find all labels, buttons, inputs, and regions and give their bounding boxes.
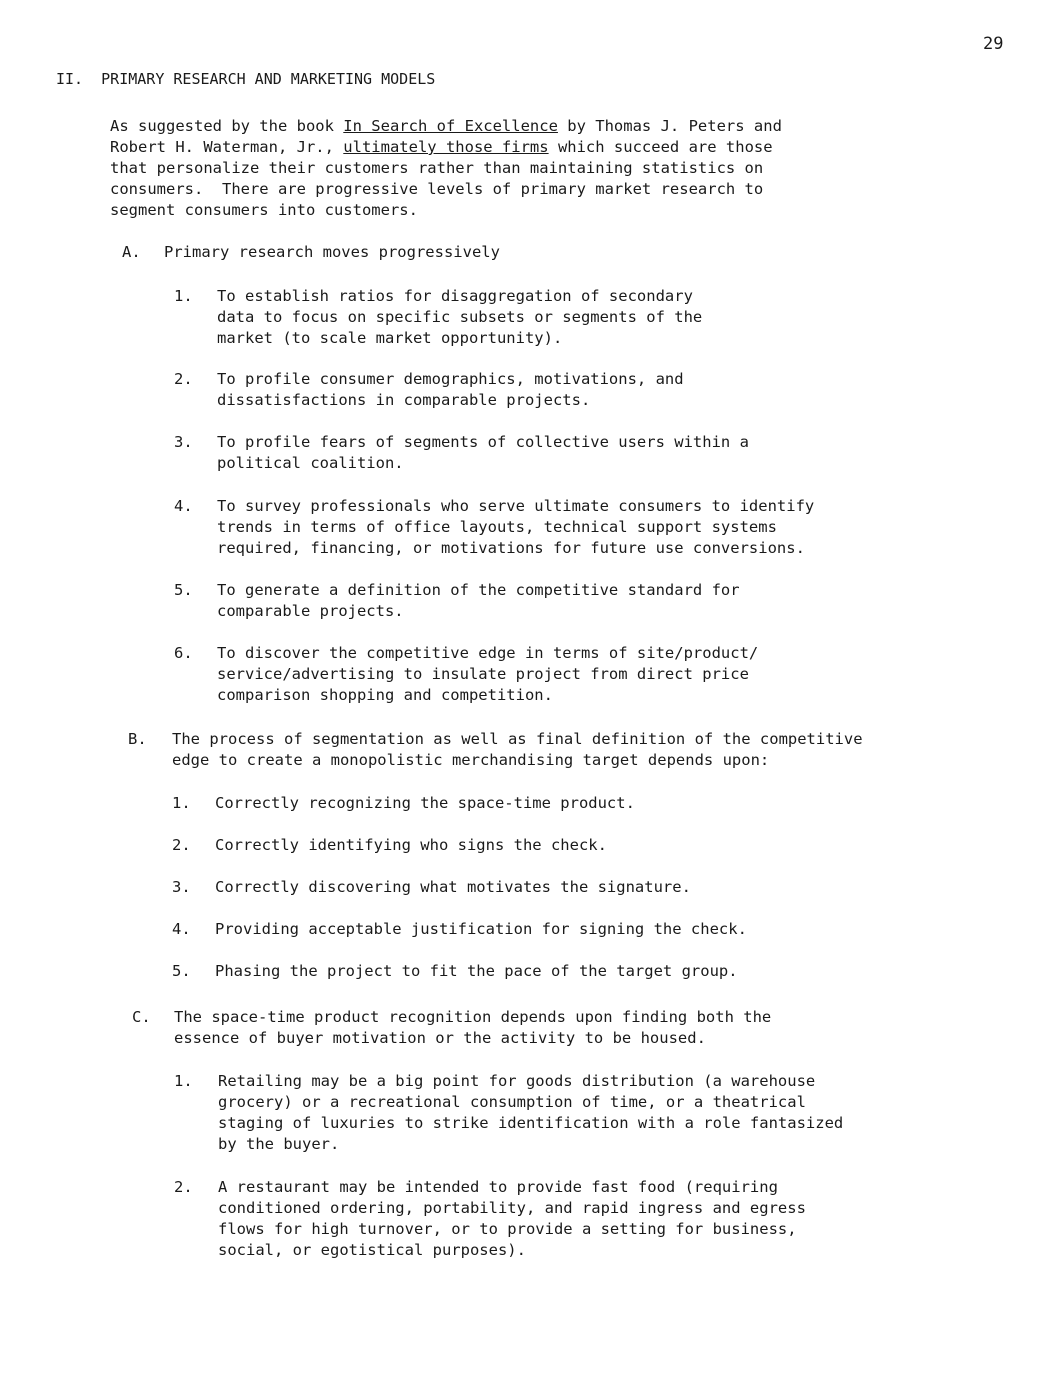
- page-number: 29: [983, 34, 1004, 54]
- section-number: II.: [56, 70, 84, 88]
- list-item-line: service/advertising to insulate project from direct price: [217, 665, 749, 683]
- list-item-line: To discover the competitive edge in terms of site/product/: [217, 644, 759, 662]
- list-item-label: 3.: [172, 878, 191, 896]
- intro-text: Robert H. Waterman, Jr.,: [110, 138, 344, 156]
- list-item-line: To survey professionals who serve ultimate consumers to identify: [217, 497, 815, 515]
- section-c-label: C.: [132, 1008, 151, 1026]
- intro-text: which succeed are those: [548, 138, 773, 156]
- list-item-label: 4.: [174, 497, 193, 515]
- intro-text: that personalize their customers rather than maintaining statistics on: [110, 159, 764, 177]
- list-item-line: political coalition.: [217, 454, 404, 472]
- list-item-label: 3.: [174, 433, 193, 451]
- section-b-line: The process of segmentation as well as final definition of the competitive: [172, 730, 863, 748]
- section-a-label: A.: [122, 243, 141, 261]
- list-item-line: comparable projects.: [217, 602, 404, 620]
- list-item-line: trends in terms of office layouts, technical support systems: [217, 518, 777, 536]
- list-item-line: flows for high turnover, or to provide a setting for business,: [218, 1220, 797, 1238]
- section-c-line: essence of buyer motivation or the activity to be housed.: [174, 1029, 706, 1047]
- intro-text: consumers. There are progressive levels of primary market research to: [110, 180, 764, 198]
- list-item-line: social, or egotistical purposes).: [218, 1241, 526, 1259]
- list-item-line: conditioned ordering, portability, and rapid ingress and egress: [218, 1199, 806, 1217]
- list-item-line: grocery) or a recreational consumption of time, or a theatrical: [218, 1093, 806, 1111]
- list-item-line: To profile consumer demographics, motivations, and: [217, 370, 684, 388]
- list-item-line: To establish ratios for disaggregation of secondary: [217, 287, 693, 305]
- section-b-line: edge to create a monopolistic merchandising target depends upon:: [172, 751, 770, 769]
- list-item-line: required, financing, or motivations for future use conversions.: [217, 539, 805, 557]
- list-item-label: 1.: [174, 1072, 193, 1090]
- section-a-text: Primary research moves progressively: [164, 243, 500, 261]
- list-item-text: Phasing the project to fit the pace of the target group.: [215, 962, 738, 980]
- list-item-line: To generate a definition of the competitive standard for: [217, 581, 740, 599]
- list-item-label: 5.: [172, 962, 191, 980]
- section-b-label: B.: [128, 730, 147, 748]
- list-item-text: Correctly discovering what motivates the signature.: [215, 878, 691, 896]
- list-item-text: Correctly recognizing the space-time product.: [215, 794, 635, 812]
- list-item-text: Correctly identifying who signs the check.: [215, 836, 607, 854]
- book-title: In Search of Excellence: [343, 117, 558, 135]
- list-item-label: 1.: [174, 287, 193, 305]
- intro-paragraph: [110, 116, 930, 221]
- list-item-line: A restaurant may be intended to provide fast food (requiring: [218, 1178, 778, 1196]
- underlined-phrase: ultimately those firms: [343, 138, 549, 156]
- list-item-label: 2.: [172, 836, 191, 854]
- section-c-line: The space-time product recognition depends upon finding both the: [174, 1008, 772, 1026]
- list-item-line: comparison shopping and competition.: [217, 686, 553, 704]
- list-item-line: market (to scale market opportunity).: [217, 329, 563, 347]
- section-title: PRIMARY RESEARCH AND MARKETING MODELS: [101, 70, 436, 88]
- list-item-label: 5.: [174, 581, 193, 599]
- list-item-line: dissatisfactions in comparable projects.: [217, 391, 591, 409]
- list-item-line: data to focus on specific subsets or segments of the: [217, 308, 703, 326]
- list-item-label: 1.: [172, 794, 191, 812]
- list-item-line: Retailing may be a big point for goods distribution (a warehouse: [218, 1072, 816, 1090]
- intro-text: by Thomas J. Peters and: [557, 117, 782, 135]
- list-item-line: by the buyer.: [218, 1135, 340, 1153]
- intro-text: segment consumers into customers.: [110, 201, 418, 219]
- list-item-text: Providing acceptable justification for signing the check.: [215, 920, 747, 938]
- list-item-label: 2.: [174, 370, 193, 388]
- list-item-label: 4.: [172, 920, 191, 938]
- list-item-label: 2.: [174, 1178, 193, 1196]
- section-heading: [56, 70, 435, 88]
- list-item-line: staging of luxuries to strike identification with a role fantasized: [218, 1114, 844, 1132]
- list-item-label: 6.: [174, 644, 193, 662]
- list-item-line: To profile fears of segments of collective users within a: [217, 433, 749, 451]
- intro-text: As suggested by the book: [110, 117, 344, 135]
